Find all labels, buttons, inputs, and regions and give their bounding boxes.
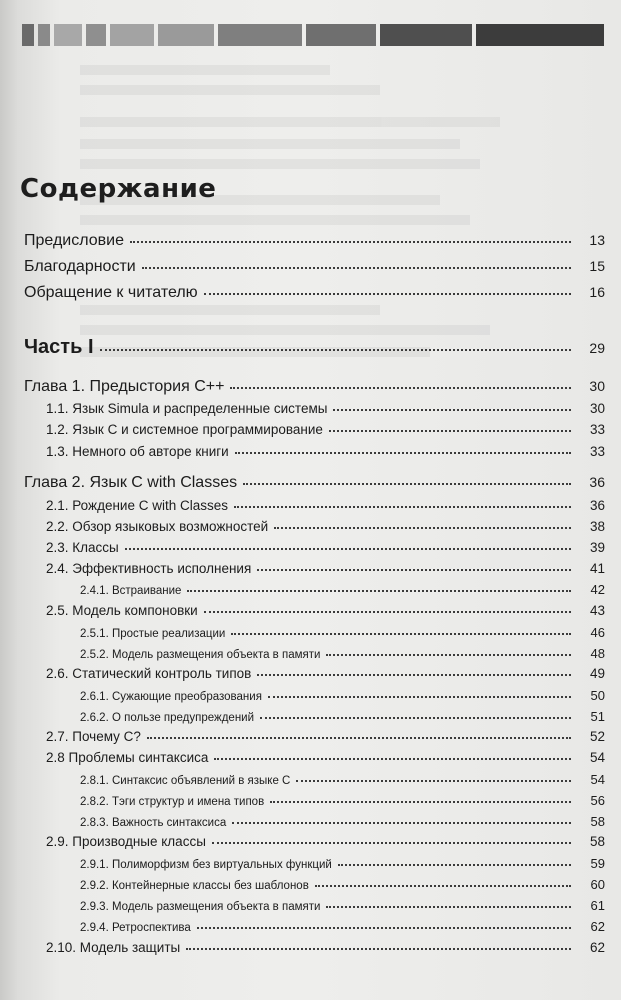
dot-leader bbox=[230, 387, 571, 389]
toc-entry-acknowledgements[interactable] bbox=[0, 258, 621, 276]
toc-entry-section[interactable] bbox=[0, 540, 621, 555]
toc-page-number: 15 bbox=[589, 258, 605, 274]
toc-page-number: 39 bbox=[589, 540, 605, 555]
toc-page-number: 50 bbox=[590, 688, 605, 703]
toc-entry-section[interactable] bbox=[0, 401, 621, 416]
toc-page-number: 54 bbox=[590, 772, 605, 787]
toc-entry-label: Обращение к читателю bbox=[24, 284, 198, 301]
dot-leader bbox=[212, 842, 571, 844]
dot-leader bbox=[231, 633, 571, 635]
dot-leader bbox=[270, 801, 571, 803]
toc-page-number: 52 bbox=[589, 729, 605, 744]
toc-page-number: 58 bbox=[590, 814, 605, 829]
dot-leader bbox=[326, 906, 571, 908]
toc-page-number: 54 bbox=[589, 750, 605, 765]
toc-page-number: 16 bbox=[589, 284, 605, 300]
toc-entry-subsection[interactable] bbox=[0, 814, 621, 829]
toc-page-number: 60 bbox=[590, 877, 605, 892]
toc-page-number: 62 bbox=[590, 919, 605, 934]
toc-part-label: Часть I bbox=[24, 336, 94, 358]
dot-leader bbox=[197, 927, 571, 929]
toc-page-number: 30 bbox=[589, 401, 605, 416]
page-title: Содержание bbox=[20, 174, 217, 204]
dot-leader bbox=[274, 527, 571, 529]
dot-leader bbox=[232, 822, 571, 824]
dot-leader bbox=[130, 241, 571, 243]
toc-entry-label: 2.8 Проблемы синтаксиса bbox=[46, 750, 209, 765]
dot-leader bbox=[187, 590, 571, 592]
toc-page-number: 38 bbox=[589, 519, 605, 534]
toc-entry-label: Предисловие bbox=[24, 232, 124, 249]
toc-entry-label: 2.8.3. Важность синтаксиса bbox=[80, 817, 227, 829]
toc-entry-label: 2.6.2. О пользе предупреждений bbox=[80, 712, 255, 724]
toc-page-number: 58 bbox=[589, 834, 605, 849]
dot-leader bbox=[329, 430, 571, 432]
dot-leader bbox=[243, 483, 571, 485]
dot-leader bbox=[186, 948, 571, 950]
toc-page-number: 42 bbox=[590, 582, 605, 597]
toc-entry-label: 2.9.3. Модель размещения объекта в памяти bbox=[80, 901, 321, 913]
toc-page-number: 36 bbox=[589, 474, 605, 490]
toc-entry-label: 1.2. Язык С и системное программирование bbox=[46, 422, 323, 437]
toc-entry-subsection[interactable] bbox=[0, 646, 621, 661]
toc-page-number: 33 bbox=[589, 444, 605, 459]
toc-entry-label: 2.8.2. Тэги структур и имена типов bbox=[80, 796, 265, 808]
toc-entry-section[interactable] bbox=[0, 444, 621, 459]
toc-entry-label: 2.9.4. Ретроспектива bbox=[80, 922, 191, 934]
dot-leader bbox=[257, 674, 571, 676]
toc-entry-label: 2.3. Классы bbox=[46, 540, 119, 555]
toc-entry-part-1[interactable] bbox=[0, 336, 621, 359]
toc-page-number: 62 bbox=[589, 940, 605, 955]
toc-page-number: 13 bbox=[589, 232, 605, 248]
toc-entry-subsection[interactable] bbox=[0, 709, 621, 724]
toc-entry-label: 2.10. Модель защиты bbox=[46, 940, 181, 955]
toc-page-number: 59 bbox=[590, 856, 605, 871]
toc-entry-label: 2.5. Модель компоновки bbox=[46, 603, 198, 618]
toc-entry-label: 2.4.1. Встраивание bbox=[80, 585, 182, 597]
toc-page-number: 36 bbox=[589, 498, 605, 513]
toc-entry-section[interactable] bbox=[0, 561, 621, 576]
dot-leader bbox=[234, 506, 571, 508]
toc-entry-label: 2.8.1. Синтаксис объявлений в языке С bbox=[80, 775, 291, 787]
toc-entry-label: 2.1. Рождение С with Classes bbox=[46, 498, 228, 513]
toc-page-number: 33 bbox=[589, 422, 605, 437]
toc-page-number: 29 bbox=[589, 340, 605, 356]
toc-entry-label: 2.5.2. Модель размещения объекта в памяти bbox=[80, 649, 321, 661]
toc-entry-section[interactable] bbox=[0, 603, 621, 618]
toc-page-number: 61 bbox=[590, 898, 605, 913]
dot-leader bbox=[147, 737, 571, 739]
toc-entry-subsection[interactable] bbox=[0, 793, 621, 808]
toc-page-number: 56 bbox=[590, 793, 605, 808]
dot-leader bbox=[142, 267, 571, 269]
toc-entry-label: 2.9.2. Контейнерные классы без шаблонов bbox=[80, 880, 309, 892]
toc-entry-chapter-2[interactable] bbox=[0, 474, 621, 492]
toc-entry-label: 2.2. Обзор языковых возможностей bbox=[46, 519, 269, 534]
toc-entry-subsection[interactable] bbox=[0, 582, 621, 597]
toc-entry-label: 2.6.1. Сужающие преобразования bbox=[80, 691, 262, 703]
dot-leader bbox=[257, 569, 571, 571]
toc-entry-label: 2.9. Производные классы bbox=[46, 834, 206, 849]
dot-leader bbox=[315, 885, 571, 887]
dot-leader bbox=[338, 864, 571, 866]
toc-chapter-label: Глава 1. Предыстория С++ bbox=[24, 378, 225, 395]
toc-page-number: 41 bbox=[589, 561, 605, 576]
toc-entry-section[interactable] bbox=[0, 666, 621, 681]
toc-entry-label: 2.6. Статический контроль типов bbox=[46, 666, 252, 681]
toc-entry-chapter-1[interactable] bbox=[0, 378, 621, 396]
toc-page-number: 49 bbox=[589, 666, 605, 681]
toc-entry-subsection[interactable] bbox=[0, 898, 621, 913]
dot-leader bbox=[100, 349, 571, 351]
toc-entry-section[interactable] bbox=[0, 834, 621, 849]
dot-leader bbox=[214, 758, 571, 760]
toc-entry-section[interactable] bbox=[0, 729, 621, 744]
toc-entry-section[interactable] bbox=[0, 940, 621, 955]
toc-entry-section[interactable] bbox=[0, 422, 621, 437]
dot-leader bbox=[204, 611, 571, 613]
toc-entry-label: 2.5.1. Простые реализации bbox=[80, 628, 226, 640]
toc-entry-subsection[interactable] bbox=[0, 919, 621, 934]
toc-entry-label: 1.3. Немного об авторе книги bbox=[46, 444, 229, 459]
toc-entry-label: 2.9.1. Полиморфизм без виртуальных функций bbox=[80, 859, 332, 871]
dot-leader bbox=[235, 452, 571, 454]
toc-entry-address-to-reader[interactable] bbox=[0, 284, 621, 302]
toc-entry-section[interactable] bbox=[0, 498, 621, 513]
dot-leader bbox=[260, 717, 571, 719]
toc-entry-preface[interactable] bbox=[0, 232, 621, 250]
toc-entry-label: 2.4. Эффективность исполнения bbox=[46, 561, 252, 576]
toc-entry-label: 2.7. Почему С? bbox=[46, 729, 141, 744]
toc-page-number: 43 bbox=[589, 603, 605, 618]
toc-entry-subsection[interactable] bbox=[0, 772, 621, 787]
toc-page-number: 48 bbox=[590, 646, 605, 661]
dot-leader bbox=[333, 409, 571, 411]
toc-entry-subsection[interactable] bbox=[0, 877, 621, 892]
toc-page-number: 46 bbox=[590, 625, 605, 640]
toc-entry-subsection[interactable] bbox=[0, 856, 621, 871]
dot-leader bbox=[296, 780, 571, 782]
dot-leader bbox=[204, 293, 571, 295]
dot-leader bbox=[326, 654, 571, 656]
dot-leader bbox=[268, 696, 571, 698]
toc-entry-label: Благодарности bbox=[24, 258, 136, 275]
toc-entry-subsection[interactable] bbox=[0, 625, 621, 640]
toc-chapter-label: Глава 2. Язык С with Classes bbox=[24, 474, 238, 491]
toc-entry-label: 1.1. Язык Simula и распределенные системы bbox=[46, 401, 328, 416]
toc-page-number: 51 bbox=[590, 709, 605, 724]
toc-entry-subsection[interactable] bbox=[0, 688, 621, 703]
toc-entry-section[interactable] bbox=[0, 750, 621, 765]
dot-leader bbox=[125, 548, 571, 550]
toc-entry-section[interactable] bbox=[0, 519, 621, 534]
toc-page-number: 30 bbox=[589, 378, 605, 394]
